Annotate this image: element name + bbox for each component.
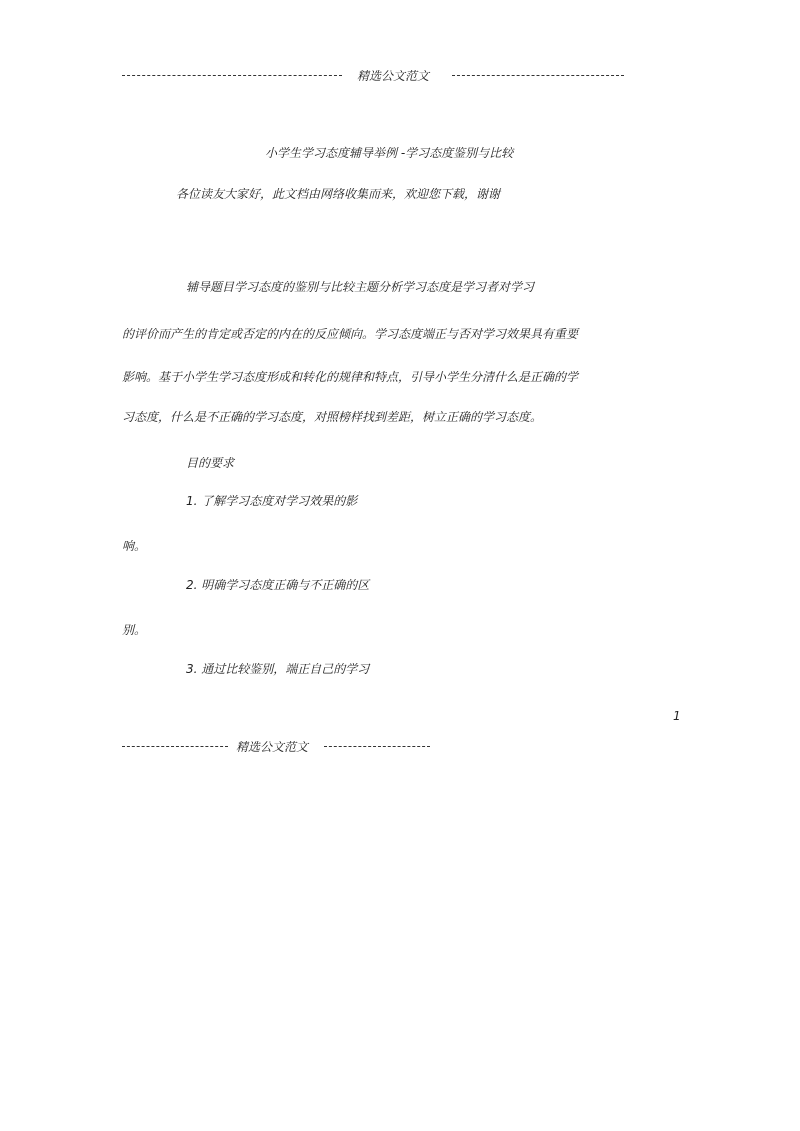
footer-rule-right (324, 746, 430, 747)
paragraph-line: 辅导题目学习态度的鉴别与比较主题分析学习态度是学习者对学习 (186, 280, 535, 294)
section-heading: 目的要求 (186, 456, 235, 470)
paragraph-line: 影响。基于小学生学习态度形成和转化的规律和特点，引导小学生分清什么是正确的学 (122, 370, 579, 384)
header-rule-right (452, 75, 624, 76)
list-item: 1. 了解学习态度对学习效果的影 (186, 494, 358, 508)
header-rule-left (122, 75, 342, 76)
document-title: 小学生学习态度辅导举例 -学习态度鉴别与比较 (265, 146, 514, 160)
greeting-text: 各位读友大家好，此文档由网络收集而来，欢迎您下载，谢谢 (176, 187, 501, 201)
list-item: 3. 通过比较鉴别，端正自己的学习 (186, 662, 370, 676)
header-label: 精选公文范文 (357, 69, 430, 83)
page-number: 1 (673, 709, 681, 723)
list-item-continuation: 别。 (122, 623, 147, 637)
paragraph-line: 的评价而产生的肯定或否定的内在的反应倾向。学习态度端正与否对学习效果具有重要 (122, 327, 579, 341)
list-item-continuation: 响。 (122, 539, 147, 553)
footer-label: 精选公文范文 (236, 740, 309, 754)
paragraph-line: 习态度，什么是不正确的学习态度，对照榜样找到差距，树立正确的学习态度。 (122, 410, 543, 424)
list-item: 2. 明确学习态度正确与不正确的区 (186, 578, 370, 592)
footer-rule-left (122, 746, 228, 747)
